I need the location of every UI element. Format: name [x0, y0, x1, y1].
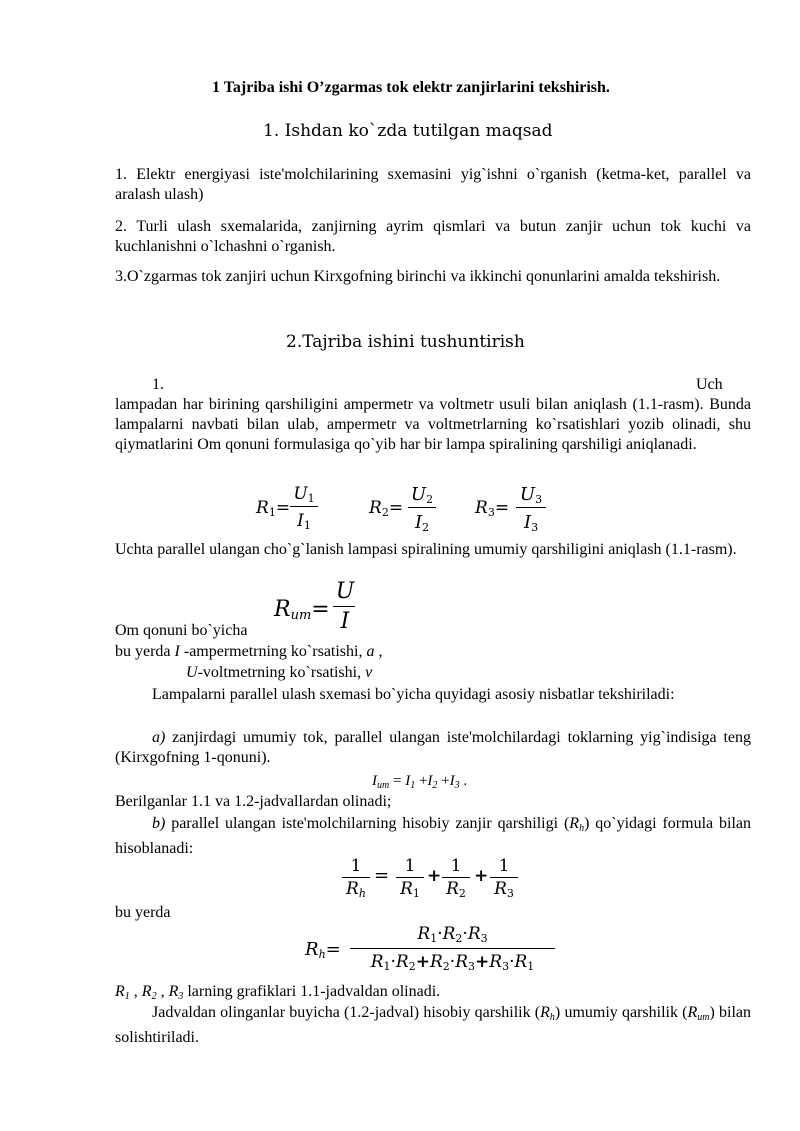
paragraph-1-number: 1. — [152, 376, 164, 393]
section-1-heading: 1. Ishdan ko`zda tutilgan maqsad — [263, 121, 553, 141]
paragraph-a: a) zanjirdagi umumiy tok, parallel ulangan iste'molchilardagi toklarning yig`indisiga teng (Kirxgofning 1-qonuni). — [115, 729, 751, 766]
paragraph-2-text: Uchta parallel ulangan cho`g`lanish lampasi spiralining umumiy qarshiligini aniqlash (1.1-rasm). — [115, 541, 737, 558]
formula-i-um: $I_{um} = I_1 +I_2 +I_3$ . — [372, 773, 468, 791]
paragraph-1-text: lampadan har birining qarshiligini ampermetr va voltmetr usuli bilan aniqlash (1.1-rasm). Bunda lampalarni navbati bilan ulab, ampermetr va voltmetrlarning ko`rsatishlari yozib olinadi, shu qiymatlarini Om qonuni formulasiga qo`yib har bir lampa spiralining qarshiligi aniqlanadi. — [115, 396, 751, 453]
paragraph-4-text: Berilganlar 1.1 va 1.2-jadvallardan olinadi; — [115, 793, 392, 810]
bu-yerda-text: bu yerda — [115, 904, 171, 921]
paragraph-3-text: Lampalarni parallel ulash sxemasi bo`yicha quyidagi asosiy nisbatlar tekshiriladi: — [152, 686, 675, 703]
section-2-heading: 2.Tajriba ishini tushuntirish — [286, 332, 525, 352]
goal-item-2: 2. Turli ulash sxemalarida, zanjirning ayrim qismlari va butun zanjir uchun tok kuchi va kuchlanishni o`lchashni o`rganish. — [115, 218, 751, 255]
paragraph-1-first-word: Uch — [696, 376, 723, 393]
goal-item-3: 3.O`zgarmas tok zanjiri uchun Kirxgofning birinchi va ikkinchi qonunlarini amalda tekshirish. — [115, 268, 721, 285]
paragraph-5-text: $R_1$ , $R_2$ , $R_3$ larning grafiklari 1.1-jadvaldan olinadi. — [115, 983, 441, 1002]
page-title: 1 Tajriba ishi O’zgarmas tok elektr zanjirlarini tekshirish. — [212, 79, 610, 96]
paragraph-b: b) parallel ulangan iste'molchilarning hisobiy zanjir qarshiligi $(R_h)$ qo`yidagi formula bilan hisoblanadi: — [115, 815, 751, 857]
definition-current: bu yerda I -ampermetrning ko`rsatishi, a , — [115, 643, 383, 660]
goal-item-1: 1. Elektr energiyasi iste'molchilarining sxemasini yig`ishni o`rganish (ketma-ket, parallel va aralash ulash) — [115, 166, 751, 203]
definition-voltage: U-voltmetrning ko`rsatishi, v — [186, 664, 373, 681]
om-law-text: Om qonuni bo`yicha — [115, 622, 248, 639]
paragraph-6-text: Jadvaldan olinganlar buyicha (1.2-jadval) hisobiy qarshilik $(R_h)$ umumiy qarshilik $(R_{um})$ bilan solishtiriladi. — [115, 1004, 751, 1046]
